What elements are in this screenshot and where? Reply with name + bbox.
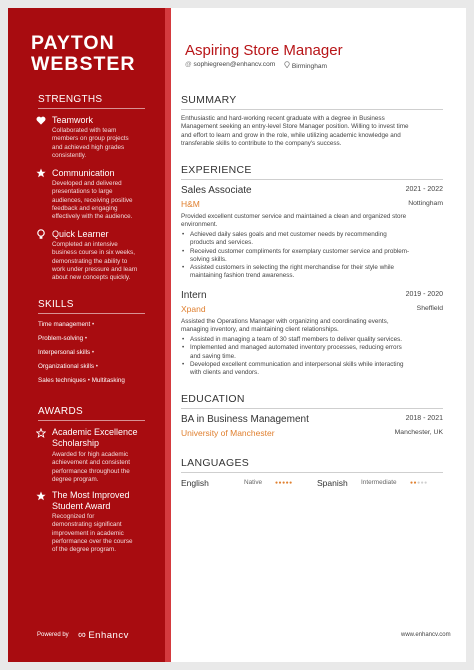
company-location: Nottingham [408,200,443,207]
resume-page [8,8,466,662]
language-level: Intermediate [361,479,397,486]
brand-logo[interactable]: ∞ Enhancv [78,629,129,641]
language-rating [275,480,293,486]
strength-desc: Developed and delivered presentations to large audiences, receiving positive feedback and engaging effectively with the audience. [52,180,133,221]
contact-location: Birmingham [284,61,327,70]
first-name: PAYTON [31,32,115,54]
main-content [181,8,451,662]
list-item: • Assisted customers in selecting the right merchandise for their style while maintaining fashion trend awareness. [181,264,443,281]
skill-row: Problem-solving • [38,335,88,342]
last-name: WEBSTER [31,53,136,75]
list-item: • Achieved daily sales goals and met customer needs by recommending products and services. [181,231,443,248]
role-title: Intern [181,290,207,301]
skills-heading: SKILLS [38,299,74,310]
strength-desc: Completed an intensive business course in six weeks, demonstrating the ability to work under pressure and learn about new concepts quickly. [52,241,138,282]
school-name: University of Manchester [181,428,275,438]
rating-dot-filled: ● [413,480,418,486]
experience-heading: EXPERIENCE [181,164,252,176]
skill-row: Sales techniques • Multitasking [38,377,125,384]
rating-dot-filled: ● [285,480,290,486]
rating-dot-filled: ● [410,480,414,486]
skill-row: Organizational skills • [38,363,98,370]
rating-dot-empty: ● [424,480,428,486]
rating-dot-empty: ● [420,480,425,486]
at-icon: @ [185,61,192,68]
role-date: 2021 - 2022 [405,186,443,193]
strength-title: Communication [52,168,115,178]
list-item: • Received customer compliments for exemplary customer service and problem- solving skills. [181,248,443,265]
education-heading: EDUCATION [181,393,245,405]
degree-title: BA in Business Management [181,414,309,425]
summary-divider [181,109,443,110]
strength-desc: Collaborated with team members on group projects and achieved high grades consistently. [52,127,129,159]
role-title: Sales Associate [181,185,252,196]
experience-divider [181,179,443,180]
skills-divider [38,313,145,314]
language-rating [410,480,428,486]
list-item: • Developed excellent communication and interpersonal skills while interacting with clients and vendors. [181,361,443,378]
role-bullets [181,231,443,281]
summary-heading: SUMMARY [181,94,237,106]
award-desc: Recognized for demonstrating significant improvement in academic performance over the course of the degree program. [52,513,133,554]
sidebar-accent-stripe [165,8,171,662]
language-level: Native [244,479,263,486]
rating-dot-filled: ● [282,480,286,486]
infinity-icon: ∞ [78,629,87,641]
school-location: Manchester, UK [394,429,443,436]
language-name: English [181,478,209,488]
candidate-name [31,33,136,75]
sidebar [8,8,165,662]
education-date: 2018 - 2021 [405,415,443,422]
strengths-divider [38,108,145,109]
star-icon [36,168,46,180]
powered-by-label: Powered by [37,632,69,638]
star-outline-icon [36,428,46,440]
strengths-heading: STRENGTHS [38,94,103,105]
bulb-icon [36,229,46,242]
skill-row: Time management • [38,321,95,328]
heart-icon [36,116,46,127]
rating-dot-empty: ● [417,480,421,486]
skill-row: Interpersonal skills • [38,349,95,356]
company-name: H&M [181,199,200,209]
education-divider [181,408,443,409]
language-name: Spanish [317,478,348,488]
contact-email[interactable]: @ sophiegreen@enhancv.com [185,61,276,68]
strength-title: Teamwork [52,115,94,125]
pin-icon [284,63,292,70]
languages-divider [181,472,443,473]
role-desc: Provided excellent customer service and maintained a clean and organized store environment. [181,213,407,229]
list-item: • Assisted in managing a team of 30 staff members to deliver quality services. [181,336,443,344]
rating-dot-filled: ● [289,480,293,486]
award-desc: Awarded for high academic achievement and consistent performance throughout the degree program. [52,451,131,483]
award-title: Academic Excellence Scholarship [52,427,138,448]
summary-text: Enthusiastic and hard-working recent graduate with a degree in Business Management seeking an entry-level Store Manager position. Willing to invest time and effort to learn and grow in the role, while utilizing academic knowledge and transferable skills to contribute to the company's success. [181,115,409,147]
awards-heading: AWARDS [38,406,83,417]
star-icon [36,491,46,503]
company-name: Xpand [181,304,206,314]
awards-divider [38,420,145,421]
award-title: The Most Improved Student Award [52,490,130,511]
role-desc: Assisted the Operations Manager with organizing and coordinating events, managing inventory, and maintaining client relationships. [181,318,389,334]
role-bullets [181,336,443,377]
job-title: Aspiring Store Manager [185,42,343,59]
footer-url[interactable]: www.enhancv.com [401,632,451,638]
list-item: • Implemented and managed automated inventory processes, reducing errors and saving time. [181,344,443,361]
role-date: 2019 - 2020 [405,291,443,298]
languages-heading: LANGUAGES [181,457,250,469]
rating-dot-filled: ● [275,480,279,486]
company-location: Sheffield [416,305,443,312]
strength-title: Quick Learner [52,229,109,239]
rating-dot-filled: ● [278,480,283,486]
